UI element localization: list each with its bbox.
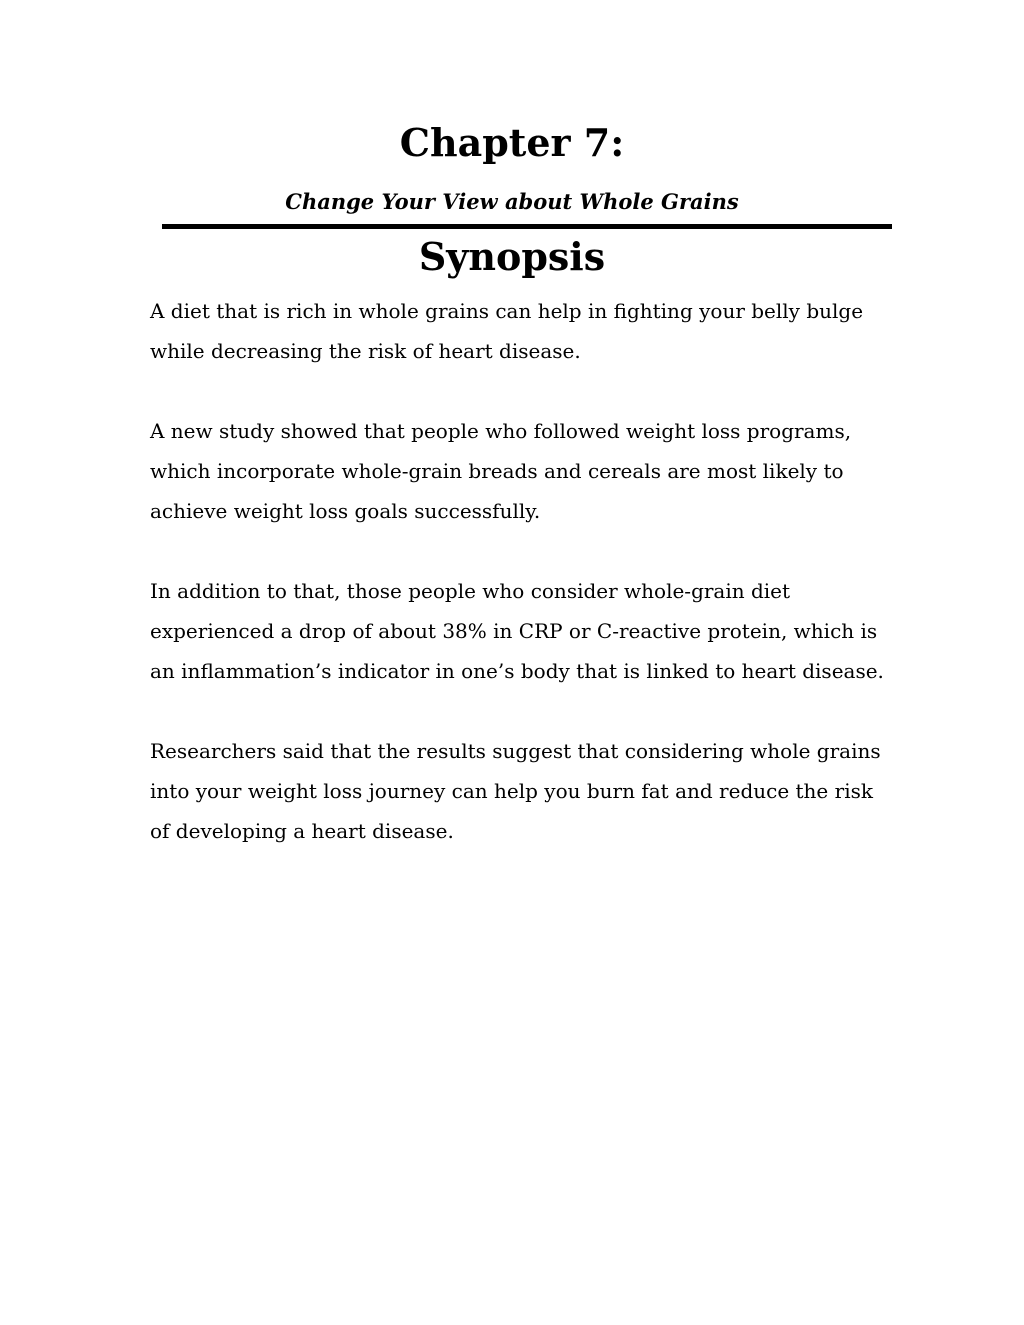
chapter-title: Chapter 7: xyxy=(399,120,625,165)
section-title: Synopsis xyxy=(418,234,606,279)
paragraph: A diet that is rich in whole grains can help in fighting your belly bulge while decreasing the risk of heart disease. xyxy=(150,299,864,363)
paragraph: Researchers said that the results suggest that considering whole grains into your weight loss journey can help you burn fat and reduce the risk of developing a heart disease. xyxy=(150,739,881,843)
paragraph: A new study showed that people who followed weight loss programs, which incorporate whole-grain breads and cereals are most likely to achieve weight loss goals successfully. xyxy=(150,419,852,523)
title-divider xyxy=(162,224,892,229)
body-text xyxy=(150,291,890,891)
paragraph: In addition to that, those people who consider whole-grain diet experienced a drop of about 38% in CRP or C-reactive protein, which is an inflammation’s indicator in one’s body that is linked to heart disease. xyxy=(150,579,884,683)
chapter-subtitle: Change Your View about Whole Grains xyxy=(285,189,739,214)
